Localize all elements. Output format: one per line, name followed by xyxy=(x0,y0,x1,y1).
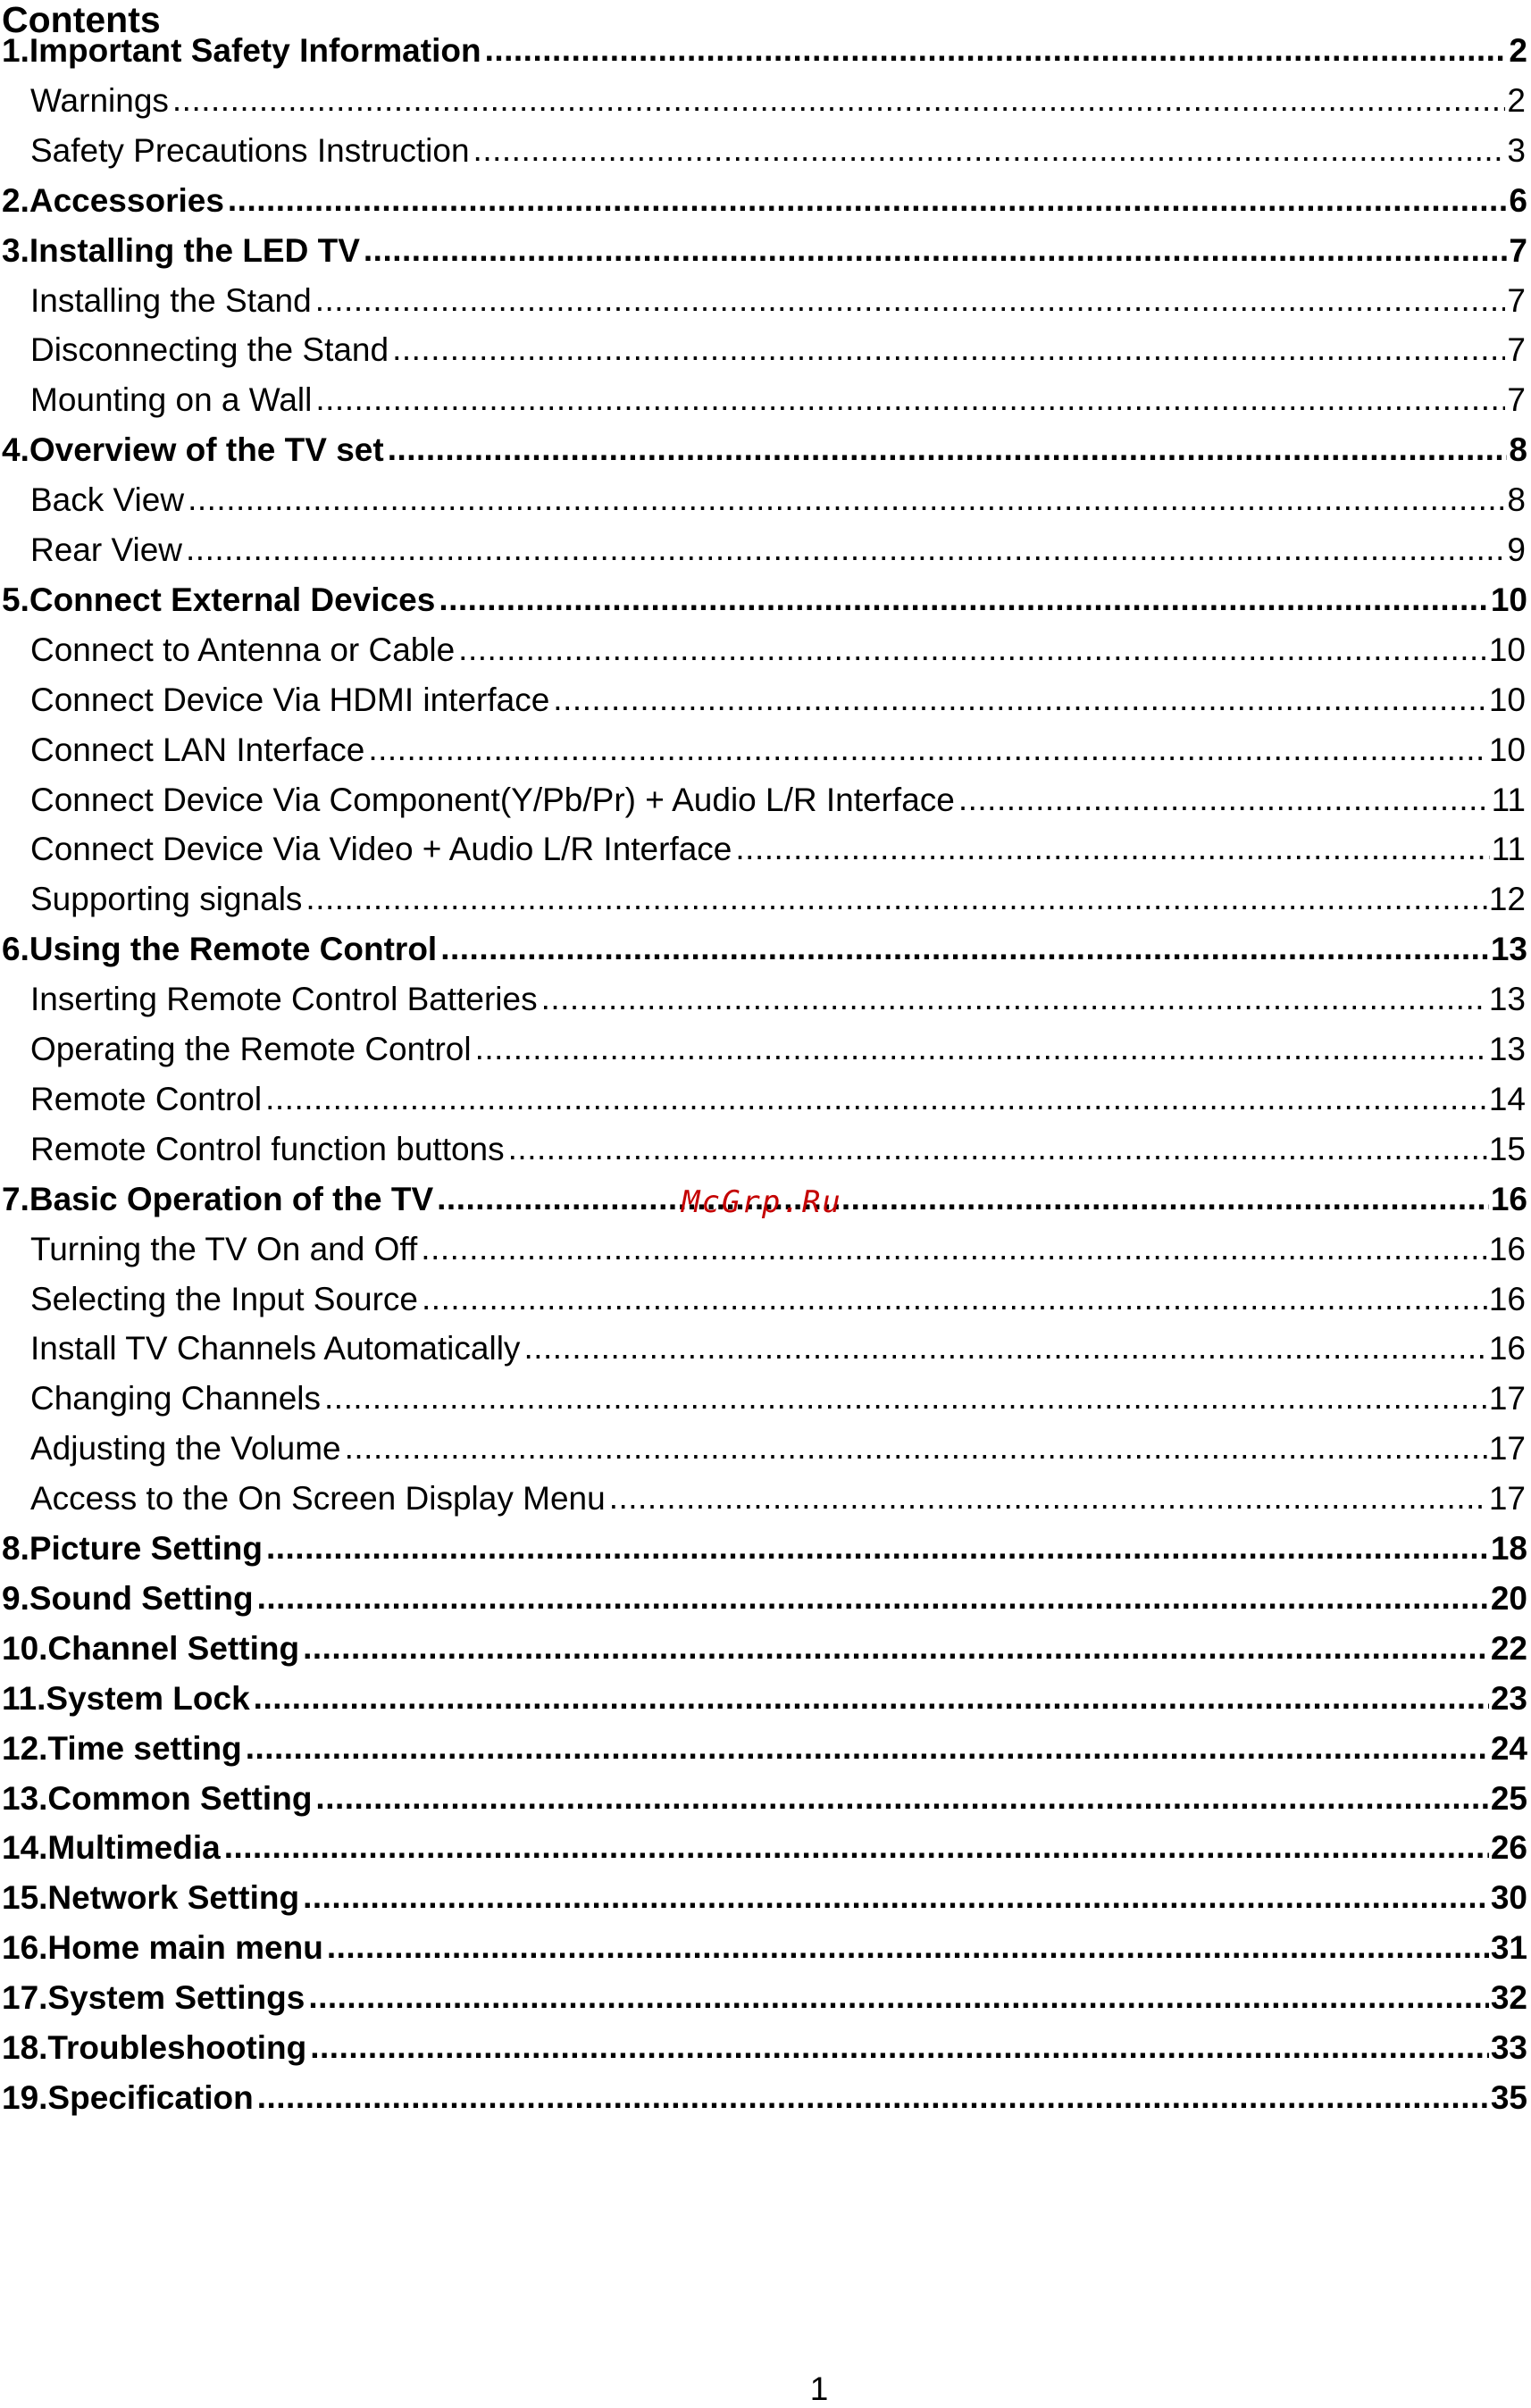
toc-entry-page-number: 8 xyxy=(1507,481,1526,519)
toc-entry-page-number: 8 xyxy=(1509,431,1527,469)
toc-entry-page-number: 23 xyxy=(1490,1679,1527,1717)
dot-leader xyxy=(553,682,1487,715)
toc-entry-page-number: 10 xyxy=(1490,581,1527,618)
toc-entry-page-number: 33 xyxy=(1490,2029,1527,2066)
toc-subsection-entry xyxy=(30,677,1526,716)
toc-entry-label: Access to the On Screen Display Menu xyxy=(30,1480,606,1518)
dot-leader xyxy=(475,1032,1487,1065)
dot-leader xyxy=(368,732,1487,765)
toc-entry-label: Connect Device Via HDMI interface xyxy=(30,681,550,718)
toc-entry-page-number: 30 xyxy=(1490,1879,1527,1917)
toc-section-entry xyxy=(2,926,1527,966)
dot-leader xyxy=(421,1232,1487,1265)
dot-leader xyxy=(392,332,1505,365)
toc-entry-label: Back View xyxy=(30,481,185,519)
dot-leader xyxy=(473,133,1506,166)
toc-entry-page-number: 22 xyxy=(1490,1629,1527,1667)
toc-entry-label: Rear View xyxy=(30,531,183,568)
toc-entry-page-number: 17 xyxy=(1488,1430,1526,1467)
dot-leader xyxy=(315,382,1505,415)
toc-subsection-entry xyxy=(30,876,1526,916)
toc-section-entry xyxy=(2,1975,1527,2017)
dot-leader xyxy=(388,432,1508,465)
toc-entry-label: 1.Important Safety Information xyxy=(2,32,481,69)
toc-subsection-entry xyxy=(30,1426,1526,1465)
dot-leader xyxy=(257,2080,1489,2113)
toc-entry-page-number: 10 xyxy=(1488,681,1526,718)
toc-entry-label: Mounting on a Wall xyxy=(30,381,313,419)
toc-entry-label: Connect LAN Interface xyxy=(30,731,365,768)
toc-entry-page-number: 20 xyxy=(1490,1579,1527,1617)
toc-entry-page-number: 16 xyxy=(1490,1180,1527,1217)
toc-entry-page-number: 10 xyxy=(1488,631,1526,668)
toc-subsection-entry xyxy=(30,727,1526,766)
toc-entry-page-number: 9 xyxy=(1507,531,1526,568)
toc-section-entry xyxy=(2,2075,1527,2114)
toc-section-entry xyxy=(2,1626,1527,1665)
dot-leader xyxy=(308,1980,1489,2013)
toc-section-entry xyxy=(2,1875,1527,1917)
toc-section-entry xyxy=(2,2025,1527,2064)
toc-entry-label: 9.Sound Setting xyxy=(2,1579,254,1617)
toc-entry-label: Safety Precautions Instruction xyxy=(30,131,470,169)
toc-section-entry xyxy=(2,427,1527,469)
toc-entry-page-number: 7 xyxy=(1507,331,1526,369)
toc-entry-label: 13.Common Setting xyxy=(2,1779,313,1817)
toc-entry-label: 15.Network Setting xyxy=(2,1879,300,1917)
dot-leader xyxy=(609,1481,1487,1514)
dot-leader xyxy=(364,233,1508,266)
dot-leader xyxy=(265,1082,1487,1115)
toc-entry-page-number: 17 xyxy=(1488,1380,1526,1417)
toc-entry-page-number: 7 xyxy=(1507,281,1526,319)
dot-leader xyxy=(315,1781,1488,1814)
toc-subsection-entry xyxy=(30,377,1526,419)
toc-entry-page-number: 35 xyxy=(1490,2078,1527,2116)
toc-section-entry xyxy=(2,1925,1527,1967)
dot-leader xyxy=(439,582,1489,615)
toc-entry-label: 10.Channel Setting xyxy=(2,1629,300,1667)
dot-leader xyxy=(305,882,1486,915)
dot-leader xyxy=(266,1531,1489,1564)
dot-leader xyxy=(303,1880,1489,1913)
toc-entry-page-number: 24 xyxy=(1490,1729,1527,1767)
dot-leader xyxy=(440,932,1489,965)
toc-subsection-entry xyxy=(30,1226,1526,1266)
dot-leader xyxy=(303,1631,1489,1664)
watermark: McGrp.Ru xyxy=(682,1184,842,1220)
toc-subsection-entry xyxy=(30,1325,1526,1365)
dot-leader xyxy=(186,532,1505,565)
toc-entry-page-number: 13 xyxy=(1490,931,1527,968)
toc-subsection-entry xyxy=(30,327,1526,369)
dot-leader xyxy=(324,1381,1487,1414)
toc-section-entry xyxy=(2,1726,1527,1765)
toc-entry-page-number: 7 xyxy=(1507,381,1526,419)
toc-section-entry xyxy=(2,1776,1527,1815)
toc-subsection-entry xyxy=(30,1375,1526,1415)
dot-leader xyxy=(422,1282,1487,1315)
toc-entry-label: 14.Multimedia xyxy=(2,1829,221,1867)
toc-entry-page-number: 15 xyxy=(1488,1130,1526,1167)
toc-subsection-entry xyxy=(30,78,1526,117)
toc-subsection-entry xyxy=(30,1476,1526,1518)
toc-section-entry xyxy=(2,1676,1527,1715)
toc-section-entry xyxy=(2,1576,1527,1615)
toc-entry-page-number: 25 xyxy=(1490,1779,1527,1817)
toc-subsection-entry xyxy=(30,826,1526,868)
toc-subsection-entry xyxy=(30,1076,1526,1116)
toc-subsection-entry xyxy=(30,477,1526,519)
dot-leader xyxy=(254,1681,1489,1714)
toc-entry-label: 18.Troubleshooting xyxy=(2,2029,307,2066)
toc-entry-label: Connect to Antenna or Cable xyxy=(30,631,456,668)
toc-entry-page-number: 3 xyxy=(1507,131,1526,169)
dot-leader xyxy=(958,782,1490,815)
toc-entry-label: 2.Accessories xyxy=(2,181,224,219)
dot-leader xyxy=(315,283,1506,316)
toc-entry-label: Remote Control xyxy=(30,1080,263,1117)
toc-entry-page-number: 26 xyxy=(1490,1829,1527,1867)
toc-subsection-entry xyxy=(30,1126,1526,1166)
toc-entry-label: Turning the TV On and Off xyxy=(30,1230,418,1267)
toc-entry-page-number: 14 xyxy=(1488,1080,1526,1117)
toc-section-entry xyxy=(2,28,1527,67)
toc-entry-page-number: 10 xyxy=(1488,731,1526,768)
toc-section-entry xyxy=(2,577,1527,616)
dot-leader xyxy=(437,1182,1489,1215)
toc-subsection-entry xyxy=(30,777,1526,816)
dot-leader xyxy=(458,632,1487,665)
page-title: Contents xyxy=(2,0,161,40)
toc-entry-label: Connect Device Via Component(Y/Pb/Pr) + Audio L/R Interface xyxy=(30,781,955,818)
toc-entry-label: 4.Overview of the TV set xyxy=(2,431,384,469)
toc-subsection-entry xyxy=(30,1026,1526,1066)
toc-entry-label: 7.Basic Operation of the TV xyxy=(2,1180,434,1217)
toc-subsection-entry xyxy=(30,1276,1526,1316)
toc-entry-label: 19.Specification xyxy=(2,2078,254,2116)
toc-entry-label: Connect Device Via Video + Audio L/R Interface xyxy=(30,831,732,868)
toc-entry-label: Disconnecting the Stand xyxy=(30,331,389,369)
toc-section-entry xyxy=(2,178,1527,217)
dot-leader xyxy=(228,183,1508,216)
toc-entry-page-number: 18 xyxy=(1490,1530,1527,1567)
toc-entry-label: 3.Installing the LED TV xyxy=(2,231,360,269)
toc-entry-page-number: 16 xyxy=(1488,1330,1526,1367)
toc-section-entry xyxy=(2,1526,1527,1565)
toc-entry-label: 6.Using the Remote Control xyxy=(2,931,438,968)
toc-section-entry xyxy=(2,1825,1527,1867)
toc-subsection-entry xyxy=(30,627,1526,666)
dot-leader xyxy=(327,1930,1489,1963)
toc-subsection-entry xyxy=(30,278,1526,317)
toc-entry-page-number: 12 xyxy=(1488,881,1526,918)
toc-entry-page-number: 13 xyxy=(1488,1031,1526,1067)
toc-entry-label: Operating the Remote Control xyxy=(30,1031,472,1067)
dot-leader xyxy=(345,1431,1487,1464)
toc-subsection-entry xyxy=(30,128,1526,167)
toc-entry-label: Adjusting the Volume xyxy=(30,1430,341,1467)
toc-entry-label: Supporting signals xyxy=(30,881,303,918)
toc-entry-page-number: 6 xyxy=(1509,181,1527,219)
dot-leader xyxy=(310,2030,1489,2063)
toc-entry-page-number: 32 xyxy=(1490,1979,1527,2017)
dot-leader xyxy=(735,832,1489,865)
toc-subsection-entry xyxy=(30,976,1526,1016)
toc-entry-page-number: 2 xyxy=(1507,81,1526,119)
dot-leader xyxy=(224,1830,1489,1863)
toc-subsection-entry xyxy=(30,527,1526,566)
toc-entry-page-number: 16 xyxy=(1488,1230,1526,1267)
toc-entry-label: 16.Home main menu xyxy=(2,1929,323,1967)
dot-leader xyxy=(257,1581,1489,1614)
dot-leader xyxy=(508,1132,1487,1165)
dot-leader xyxy=(541,982,1487,1015)
toc-entry-label: Remote Control function buttons xyxy=(30,1130,505,1167)
toc-entry-label: 12.Time setting xyxy=(2,1729,242,1767)
toc-entry-label: 17.System Settings xyxy=(2,1979,305,2017)
toc-entry-label: Installing the Stand xyxy=(30,281,312,319)
dot-leader xyxy=(523,1331,1486,1364)
toc-entry-page-number: 17 xyxy=(1488,1480,1526,1518)
dot-leader xyxy=(172,83,1506,116)
toc-entry-page-number: 31 xyxy=(1490,1929,1527,1967)
toc-entry-page-number: 7 xyxy=(1509,231,1527,269)
toc-entry-label: Selecting the Input Source xyxy=(30,1280,419,1317)
toc-entry-page-number: 11 xyxy=(1491,781,1526,818)
page-number: 1 xyxy=(809,2370,829,2407)
dot-leader xyxy=(188,482,1505,515)
toc-section-entry xyxy=(2,228,1527,267)
dot-leader xyxy=(246,1731,1489,1764)
toc-entry-label: 5.Connect External Devices xyxy=(2,581,436,618)
toc-entry-page-number: 13 xyxy=(1488,981,1526,1018)
toc-entry-page-number: 16 xyxy=(1488,1280,1526,1317)
toc-entry-label: Inserting Remote Control Batteries xyxy=(30,981,538,1018)
toc-entry-label: Changing Channels xyxy=(30,1380,322,1417)
toc-entry-label: 11.System Lock xyxy=(2,1679,250,1717)
toc-entry-label: Warnings xyxy=(30,81,169,119)
toc-entry-page-number: 11 xyxy=(1491,831,1526,868)
toc-entry-label: Install TV Channels Automatically xyxy=(30,1330,521,1367)
toc-entry-page-number: 2 xyxy=(1509,32,1527,69)
dot-leader xyxy=(485,33,1508,66)
toc-entry-label: 8.Picture Setting xyxy=(2,1530,263,1567)
